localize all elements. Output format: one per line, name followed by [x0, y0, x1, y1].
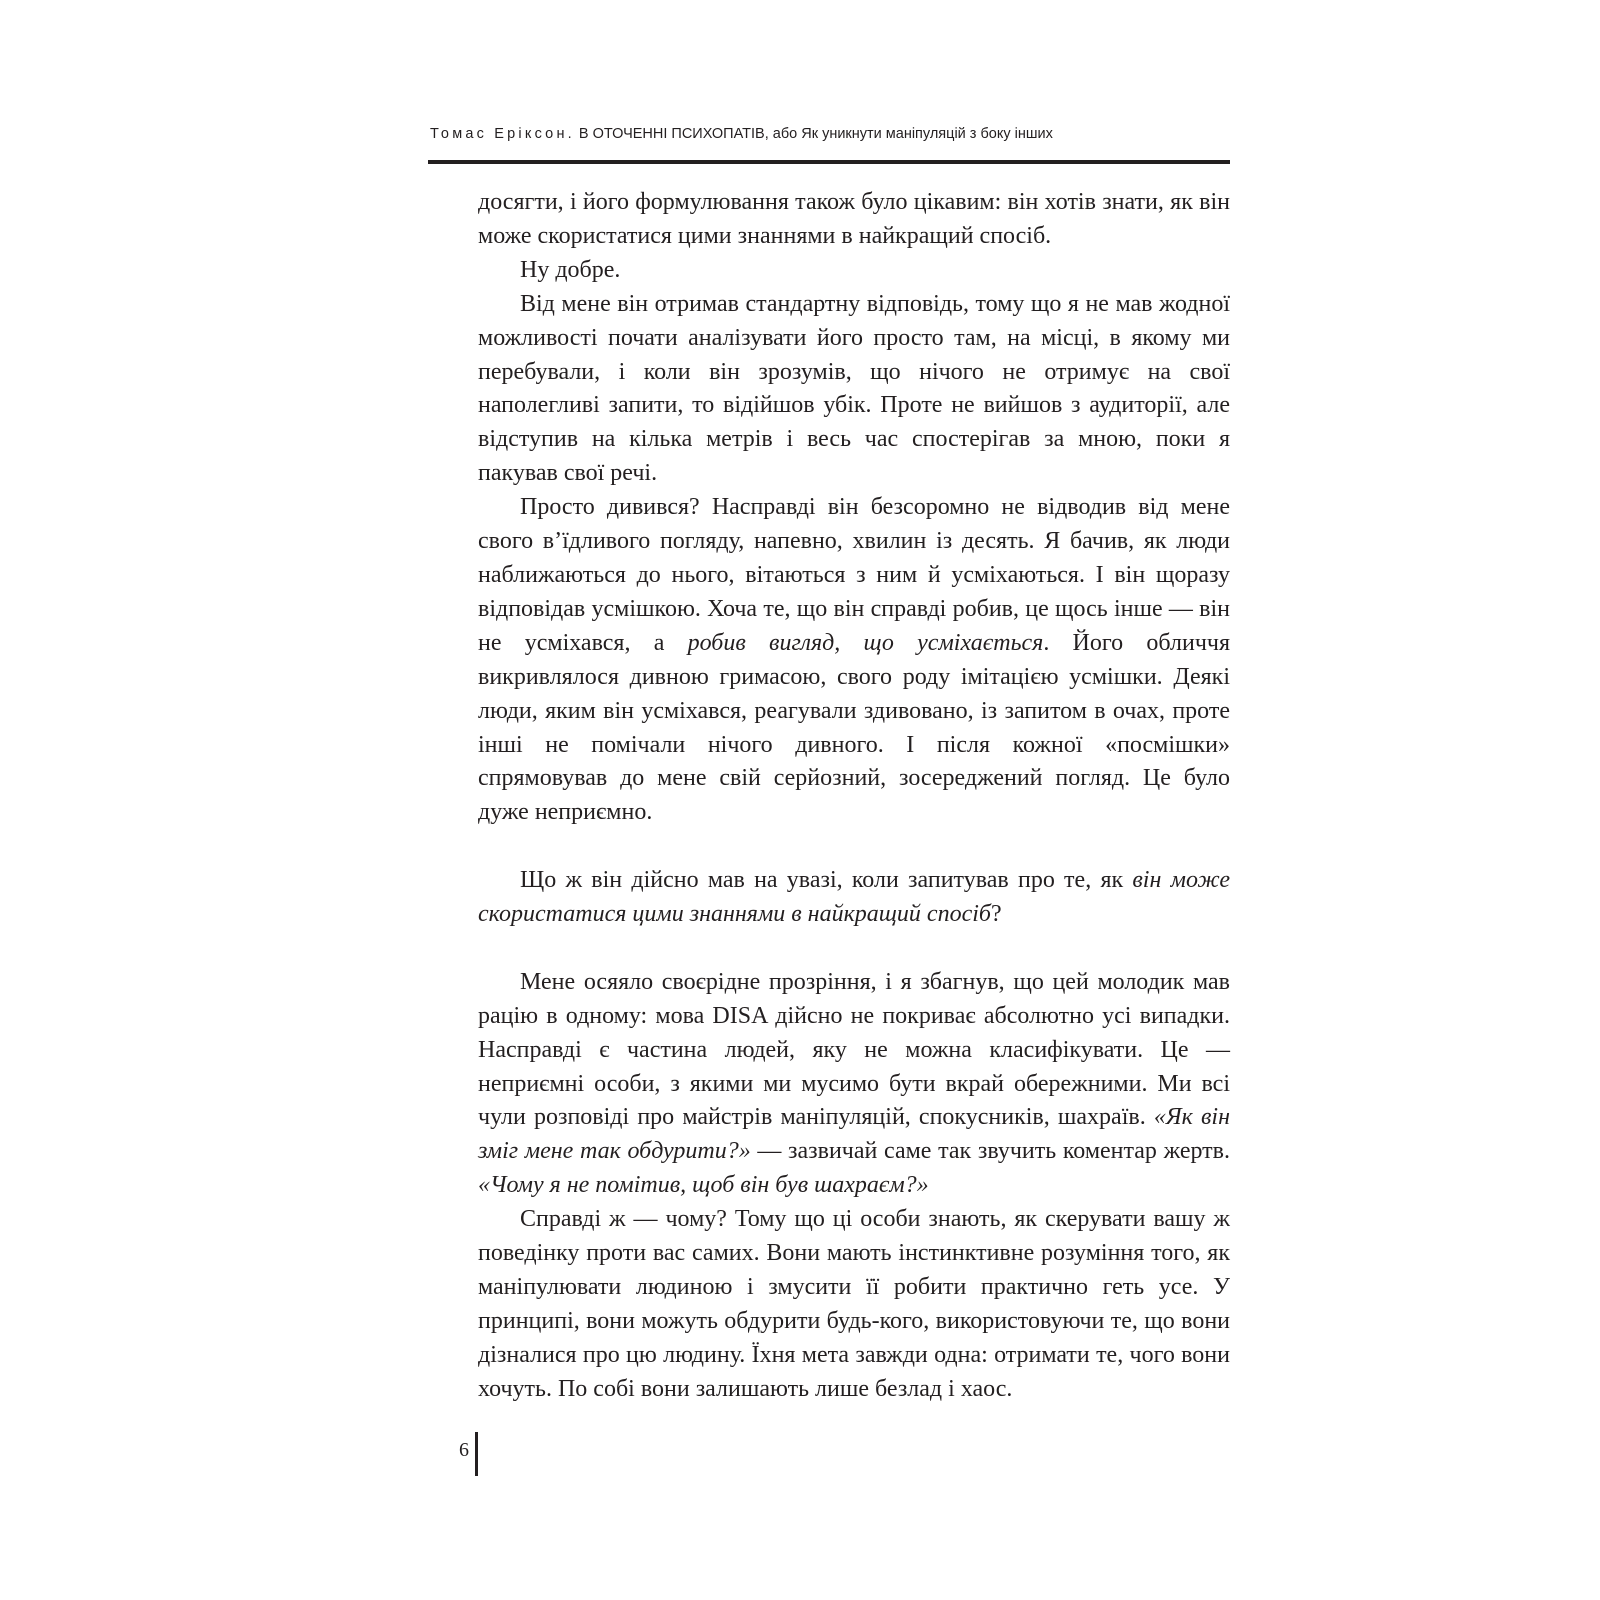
paragraph-5-text-b: ? [990, 901, 1002, 928]
paragraph-5-emphasis: він може скористатися цими знаннями в найкращий спосіб [478, 867, 1231, 928]
paragraph-2: Ну добре. [520, 256, 621, 283]
header-rule [428, 160, 1230, 164]
paragraph-4 [478, 491, 1230, 830]
paragraph-1: досягти, і його формулювання також було цікавим: він хотів знати, як він може скористатися цими знаннями в найкращий спосіб. [478, 189, 1230, 249]
paragraph-4-text-a: Просто дивився? Насправді він безсоромно не відводив від мене свого в’їдливого погляду, напевно, хвилин із десять. Я бачив, як люди наближаються до нього, вітаються з ним й усміхаються. І він щоразу відповідав усмішкою. Хоча те, що він справді робив, це щось інше — він не усміхався, а [478, 494, 1230, 656]
paragraph-3: Від мене він отримав стандартну відповідь, тому що я не мав жодної можливості почати аналізувати його просто там, на місці, в якому ми перебували, і коли він зрозумів, що нічого не отримує на свої наполегливі запити, то відійшов убік. Проте не вийшов з аудиторії, але відступив на кілька метрів і весь час спостерігав за мною, поки я пакував свої речі. [478, 290, 1230, 487]
paragraph-7: Справді ж — чому? Тому що ці особи знають, як скерувати вашу ж поведінку проти вас самих. Вони мають інстинктивне розуміння того, як маніпулювати людиною і змусити її робити практично геть усе. У принципі, вони можуть обдурити будь-кого, використовуючи те, що вони дізналися про цю людину. Їхня мета завжди одна: отримати те, чого вони хочуть. По собі вони залишають лише безлад і хаос. [478, 1206, 1230, 1402]
paragraph-5-text-a: Що ж він дійсно мав на увазі, коли запитував про те, як [520, 867, 1133, 894]
paragraph-6-text-a: Мене осяяло своєрідне прозріння, і я збагнув, що цей молодик мав рацію в одному: мова DISA дійсно не покриває абсолютно усі випадки. Насправді є частина людей, яку не можна класифікувати. Це — неприємні особи, з якими ми мусимо бути вкрай обережними. Ми всі чули розповіді про майстрів маніпуляцій, спокусників, шахраїв. [478, 968, 1230, 1131]
header-author: Томас Еріксон. [430, 126, 575, 142]
page-number-rule [475, 1432, 478, 1476]
page-number: 6 [459, 1439, 469, 1461]
paragraph-6 [478, 966, 1230, 1203]
paragraph-6-text-b: — зазвичай саме так звучить коментар жертв. [750, 1138, 1231, 1165]
running-head [430, 124, 1230, 144]
page-body [478, 186, 1230, 1407]
paragraph-5 [478, 864, 1230, 932]
header-book-title: В ОТОЧЕННІ ПСИХОПАТІВ, або Як уникнути маніпуляцій з боку інших [578, 126, 1053, 142]
paragraph-4-text-b: . Його обличчя викривлялося дивною гримасою, свого роду імітацією усмішки. Деякі люди, яким він усміхався, реагували здивовано, із запитом в очах, проте інші не помічали нічого дивного. І після кожної «посмішки» спрямовував до мене свій серйозний, зосереджений погляд. Це було дуже неприємно. [478, 629, 1230, 826]
paragraph-4-emphasis: робив вигляд, що усміхається [687, 629, 1044, 656]
paragraph-6-quote-2: «Чому я не помітив, щоб він був шахраєм?» [478, 1172, 929, 1199]
paragraph-6-quote-1: «Як він зміг мене так обдурити?» [478, 1104, 1230, 1165]
